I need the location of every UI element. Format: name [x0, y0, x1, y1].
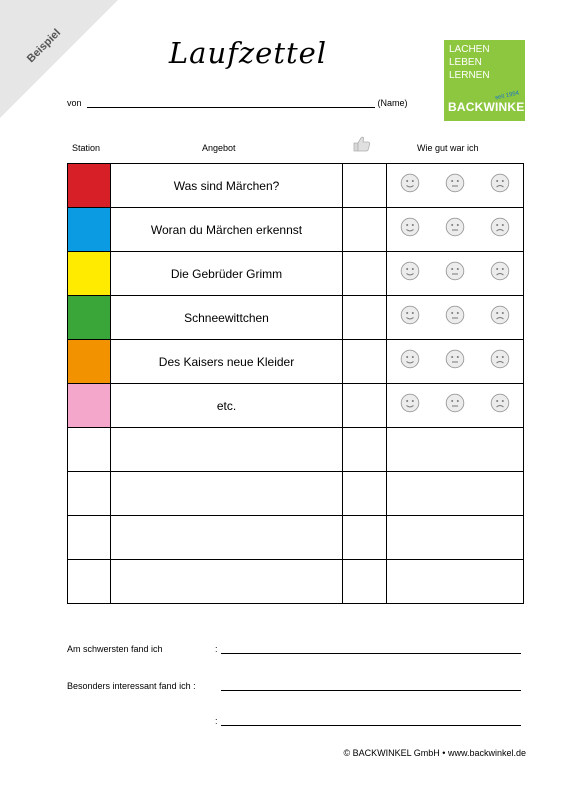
progress-table: [67, 163, 524, 604]
answer-line-2[interactable]: [221, 690, 521, 691]
neutral-face-icon[interactable]: [445, 261, 465, 286]
angebot-cell: [111, 560, 343, 604]
angebot-cell: [111, 472, 343, 516]
rating-header: Wie gut war ich: [417, 143, 479, 153]
sad-face-icon[interactable]: [490, 261, 510, 286]
station-cell: [68, 384, 111, 428]
check-cell[interactable]: [343, 472, 387, 516]
happy-face-icon[interactable]: [400, 173, 420, 198]
sad-face-icon[interactable]: [490, 349, 510, 374]
rating-cell: [387, 296, 524, 340]
angebot-cell: [111, 428, 343, 472]
happy-face-icon[interactable]: [400, 217, 420, 242]
angebot-cell: [111, 516, 343, 560]
rating-cell: [387, 340, 524, 384]
table-row: [68, 164, 524, 208]
check-cell[interactable]: [343, 164, 387, 208]
rating-cell: [387, 472, 524, 516]
footer-line-1: [67, 644, 521, 654]
table-row: [68, 560, 524, 604]
station-cell: [68, 472, 111, 516]
copyright: © BACKWINKEL GmbH • www.backwinkel.de: [343, 748, 526, 758]
thumbs-up-icon: [353, 136, 371, 157]
check-cell[interactable]: [343, 252, 387, 296]
example-label: Beispiel: [24, 26, 64, 66]
footer-label-1: Am schwersten fand ich: [67, 644, 163, 654]
station-cell: [68, 252, 111, 296]
footer-line-2: [67, 681, 521, 691]
station-cell: [68, 516, 111, 560]
answer-line-3[interactable]: [221, 725, 521, 726]
station-cell: [68, 164, 111, 208]
footer-colon-3: :: [215, 716, 218, 726]
neutral-face-icon[interactable]: [445, 305, 465, 330]
von-label: von: [67, 98, 82, 108]
table-row: [68, 384, 524, 428]
rating-cell: [387, 428, 524, 472]
happy-face-icon[interactable]: [400, 261, 420, 286]
table-row: [68, 340, 524, 384]
rating-cell: [387, 516, 524, 560]
rating-cell: [387, 252, 524, 296]
station-cell: [68, 560, 111, 604]
station-cell: [68, 208, 111, 252]
sad-face-icon[interactable]: [490, 173, 510, 198]
check-cell[interactable]: [343, 340, 387, 384]
name-row: [67, 98, 408, 108]
answer-line-1[interactable]: [221, 653, 521, 654]
angebot-cell: Des Kaisers neue Kleider: [111, 340, 343, 384]
table-row: [68, 252, 524, 296]
rating-cell: [387, 164, 524, 208]
page-title: Laufzettel: [168, 36, 328, 70]
station-cell: [68, 428, 111, 472]
sad-face-icon[interactable]: [490, 217, 510, 242]
happy-face-icon[interactable]: [400, 305, 420, 330]
rating-cell: [387, 208, 524, 252]
neutral-face-icon[interactable]: [445, 349, 465, 374]
angebot-cell: Was sind Märchen?: [111, 164, 343, 208]
angebot-cell: Schneewittchen: [111, 296, 343, 340]
angebot-cell: Die Gebrüder Grimm: [111, 252, 343, 296]
table-row: [68, 516, 524, 560]
happy-face-icon[interactable]: [400, 349, 420, 374]
name-line[interactable]: [87, 107, 375, 108]
check-cell[interactable]: [343, 296, 387, 340]
table-row: [68, 208, 524, 252]
logo-line-1: LACHEN: [449, 44, 490, 55]
rating-cell: [387, 384, 524, 428]
angebot-cell: Woran du Märchen erkennst: [111, 208, 343, 252]
angebot-cell: etc.: [111, 384, 343, 428]
sad-face-icon[interactable]: [490, 305, 510, 330]
table-row: [68, 472, 524, 516]
sad-face-icon[interactable]: [490, 393, 510, 418]
neutral-face-icon[interactable]: [445, 393, 465, 418]
logo-brand: BACKWINKEL: [448, 100, 532, 114]
logo-since: seit 1994: [494, 90, 520, 102]
check-cell[interactable]: [343, 208, 387, 252]
table-row: [68, 428, 524, 472]
backwinkel-logo: [444, 40, 532, 121]
neutral-face-icon[interactable]: [445, 173, 465, 198]
check-cell[interactable]: [343, 428, 387, 472]
footer-line-3: [67, 716, 521, 726]
station-cell: [68, 296, 111, 340]
name-label: (Name): [377, 98, 408, 108]
angebot-header: Angebot: [202, 143, 236, 153]
check-cell[interactable]: [343, 516, 387, 560]
station-header: Station: [72, 143, 101, 153]
neutral-face-icon[interactable]: [445, 217, 465, 242]
logo-line-2: LEBEN: [449, 57, 482, 68]
logo-line-3: LERNEN: [449, 70, 490, 81]
footer-label-2: Besonders interessant fand ich :: [67, 681, 196, 691]
station-cell: [68, 340, 111, 384]
rating-cell: [387, 560, 524, 604]
footer-colon-1: :: [215, 644, 218, 654]
check-cell[interactable]: [343, 384, 387, 428]
table-row: [68, 296, 524, 340]
check-cell[interactable]: [343, 560, 387, 604]
happy-face-icon[interactable]: [400, 393, 420, 418]
